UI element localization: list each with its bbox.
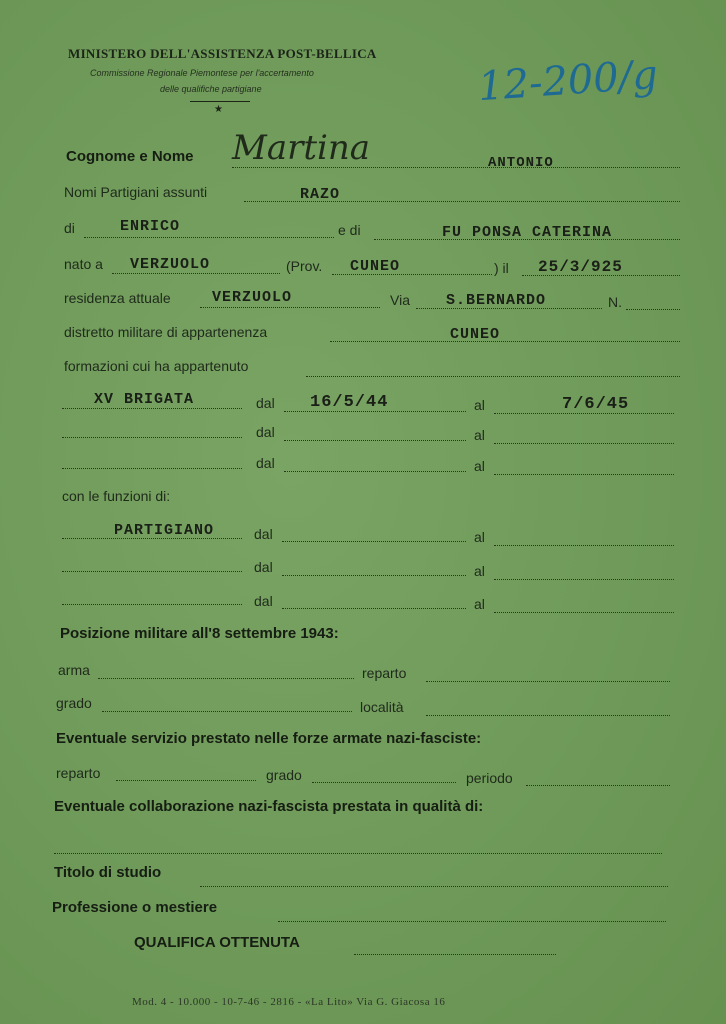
- n-line: [626, 309, 680, 310]
- servizio-heading: Eventuale servizio prestato nelle forze armate nazi-fasciste:: [56, 730, 482, 747]
- cognome-line: [232, 167, 680, 168]
- dal-label: dal: [256, 424, 275, 440]
- collaborazione-heading: Eventuale collaborazione nazi-fascista prestata in qualità di:: [54, 798, 484, 815]
- qualifica-label: QUALIFICA OTTENUTA: [134, 934, 300, 951]
- formazione-name: XV BRIGATA: [94, 391, 195, 408]
- dal-label: dal: [254, 526, 273, 542]
- localita-line: [426, 715, 670, 716]
- dal-line: [284, 471, 466, 472]
- al-label: al: [474, 596, 485, 612]
- il-label: ) il: [494, 260, 509, 276]
- al-label: al: [474, 397, 485, 413]
- reparto-label: reparto: [56, 765, 101, 781]
- funzione-name: PARTIGIANO: [114, 522, 215, 539]
- nomi-partigiani-label: Nomi Partigiani assunti: [64, 184, 208, 200]
- al-line: [494, 443, 674, 444]
- print-footer: Mod. 4 - 10.000 - 10-7-46 - 2816 - «La Lito» Via G. Giacosa 16: [132, 996, 446, 1008]
- padre-line: [84, 237, 334, 238]
- prov-label: (Prov.: [286, 258, 323, 274]
- qualifica-line: [354, 954, 556, 955]
- padre-value: ENRICO: [120, 218, 181, 235]
- data-nascita-value: 25/3/925: [538, 258, 623, 276]
- commission-line-1: Commissione Regionale Piemontese per l'accertamento: [90, 68, 314, 78]
- nato-a-line: [112, 273, 280, 274]
- formazione-name-line: [62, 468, 242, 469]
- nato-a-value: VERZUOLO: [130, 256, 211, 273]
- residenza-label: residenza attuale: [64, 290, 171, 306]
- titolo-studio-label: Titolo di studio: [54, 864, 162, 881]
- formazioni-line: [306, 376, 680, 377]
- nomi-partigiani-value: RAZO: [300, 186, 341, 203]
- formazioni-label: formazioni cui ha appartenuto: [64, 358, 249, 374]
- surname-signature: Martina: [232, 128, 371, 168]
- professione-line: [278, 921, 666, 922]
- dal-label: dal: [254, 593, 273, 609]
- formazione-al: 7/6/45: [562, 395, 630, 414]
- funzioni-label: con le funzioni di:: [62, 488, 171, 504]
- al-line: [494, 579, 674, 580]
- nome-value: ANTONIO: [488, 155, 554, 171]
- periodo-line: [526, 785, 670, 786]
- di-label: di: [64, 220, 75, 236]
- arma-line: [98, 678, 354, 679]
- dal-label: dal: [256, 395, 275, 411]
- servizio-grado-line: [312, 782, 456, 783]
- titolo-studio-line: [200, 886, 668, 887]
- dal-line: [284, 440, 466, 441]
- dal-label: dal: [256, 455, 275, 471]
- formazione-dal: 16/5/44: [310, 393, 389, 412]
- periodo-label: periodo: [466, 770, 513, 786]
- n-label: N.: [608, 294, 622, 310]
- collaborazione-line: [54, 853, 662, 854]
- commission-line-2: delle qualifiche partigiane: [160, 84, 262, 94]
- grado-label: grado: [56, 695, 92, 711]
- via-label: Via: [390, 292, 410, 308]
- al-label: al: [474, 529, 485, 545]
- star-icon: ★: [214, 104, 223, 115]
- arma-label: arma: [58, 662, 90, 678]
- prov-value: CUNEO: [350, 258, 401, 275]
- dal-line: [282, 608, 466, 609]
- formazione-name-line: [62, 437, 242, 438]
- madre-value: FU PONSA CATERINA: [442, 224, 613, 241]
- funzione-name-line: [62, 604, 242, 605]
- reparto-label: reparto: [362, 665, 407, 681]
- al-line: [494, 474, 674, 475]
- al-line: [494, 545, 674, 546]
- dal-line: [282, 575, 466, 576]
- distretto-label: distretto militare di appartenenza: [64, 324, 268, 340]
- distretto-line: [330, 341, 680, 342]
- nato-a-label: nato a: [64, 256, 103, 272]
- funzione-name-line: [62, 571, 242, 572]
- file-number: 12-200/g: [476, 51, 660, 111]
- localita-label: località: [360, 699, 404, 715]
- al-label: al: [474, 458, 485, 474]
- dal-label: dal: [254, 559, 273, 575]
- ministry-title: MINISTERO DELL'ASSISTENZA POST-BELLICA: [68, 46, 377, 61]
- header-rule: [190, 101, 250, 102]
- al-label: al: [474, 427, 485, 443]
- grado-line: [102, 711, 352, 712]
- e-di-label: e di: [338, 222, 361, 238]
- residenza-line: [200, 307, 380, 308]
- grado-label: grado: [266, 767, 302, 783]
- al-line: [494, 612, 674, 613]
- al-label: al: [474, 563, 485, 579]
- servizio-reparto-line: [116, 780, 256, 781]
- cognome-nome-label: Cognome e Nome: [66, 148, 194, 165]
- distretto-value: CUNEO: [450, 326, 501, 343]
- reparto-line: [426, 681, 670, 682]
- formazione-name-line: [62, 408, 242, 409]
- posizione-militare-heading: Posizione militare all'8 settembre 1943:: [60, 625, 339, 642]
- professione-label: Professione o mestiere: [52, 899, 218, 916]
- residenza-value: VERZUOLO: [212, 289, 293, 306]
- via-value: S.BERNARDO: [446, 292, 547, 309]
- dal-line: [282, 541, 466, 542]
